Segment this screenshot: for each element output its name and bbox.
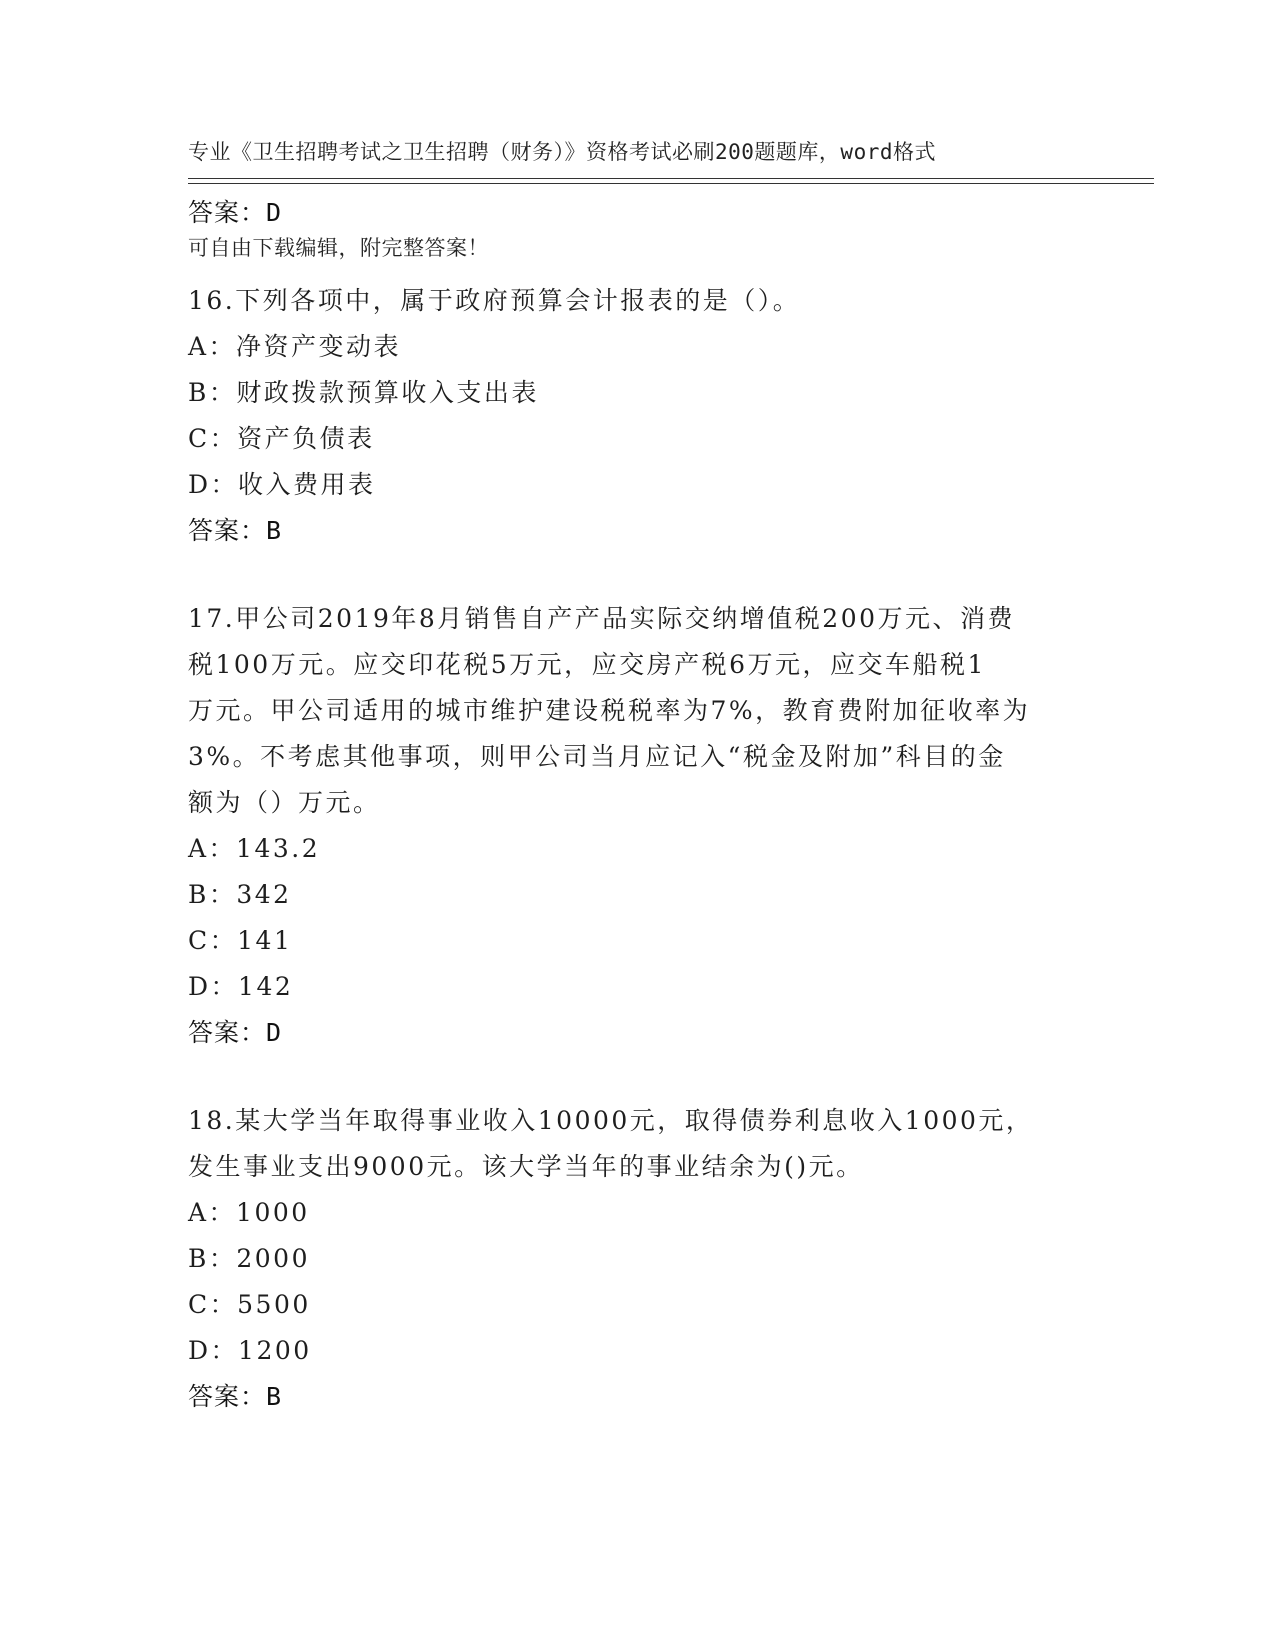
header-line-1: 专业《卫生招聘考试之卫生招聘（财务）》资格考试必刷200题题库，word格式 [188,140,936,164]
question-stem-line: 16.下列各项中，属于政府预算会计报表的是（）。 [188,286,801,315]
header-line-2: 可自由下载编辑，附完整答案！ [188,236,489,260]
header-rule-bottom [188,183,1154,184]
option-c: C：资产负债表 [188,424,375,453]
option-b: B：2000 [188,1244,310,1273]
question-stem-line: 3%。不考虑其他事项，则甲公司当月应记入“税金及附加”科目的金 [188,742,1006,771]
spacer [188,236,1088,278]
question-stem-line: 额为（）万元。 [188,788,381,817]
option-d: D：142 [188,972,294,1001]
option-b: B：财政拨款预算收入支出表 [188,378,539,407]
question-stem-line: 18.某大学当年取得事业收入10000元，取得债券利息收入1000元， [188,1106,1034,1135]
document-body [188,190,1088,1420]
option-a: A：净资产变动表 [188,332,402,361]
answer-line: 答案：B [188,1382,283,1411]
question-stem-line: 17.甲公司2019年8月销售自产产品实际交纳增值税200万元、消费 [188,604,1016,633]
question-block [188,278,1088,554]
question-stem-line: 发生事业支出9000元。该大学当年的事业结余为()元。 [188,1152,864,1181]
spacer [188,554,1088,596]
option-b: B：342 [188,880,292,909]
header-rule-top [188,178,1154,179]
question-stem-line: 税100万元。应交印花税5万元，应交房产税6万元，应交车船税1 [188,650,986,679]
answer-line: 答案：B [188,516,283,545]
option-c: C：141 [188,926,293,955]
previous-answer: 答案：D [188,198,283,227]
answer-line: 答案：D [188,1018,283,1047]
option-a: A：143.2 [188,834,321,863]
spacer [188,1056,1088,1098]
option-d: D：1200 [188,1336,312,1365]
option-c: C：5500 [188,1290,311,1319]
question-block [188,1098,1088,1420]
question-block [188,596,1088,1056]
option-a: A：1000 [188,1198,310,1227]
option-d: D：收入费用表 [188,470,376,499]
question-stem-line: 万元。甲公司适用的城市维护建设税税率为7%，教育费附加征收率为 [188,696,1031,725]
